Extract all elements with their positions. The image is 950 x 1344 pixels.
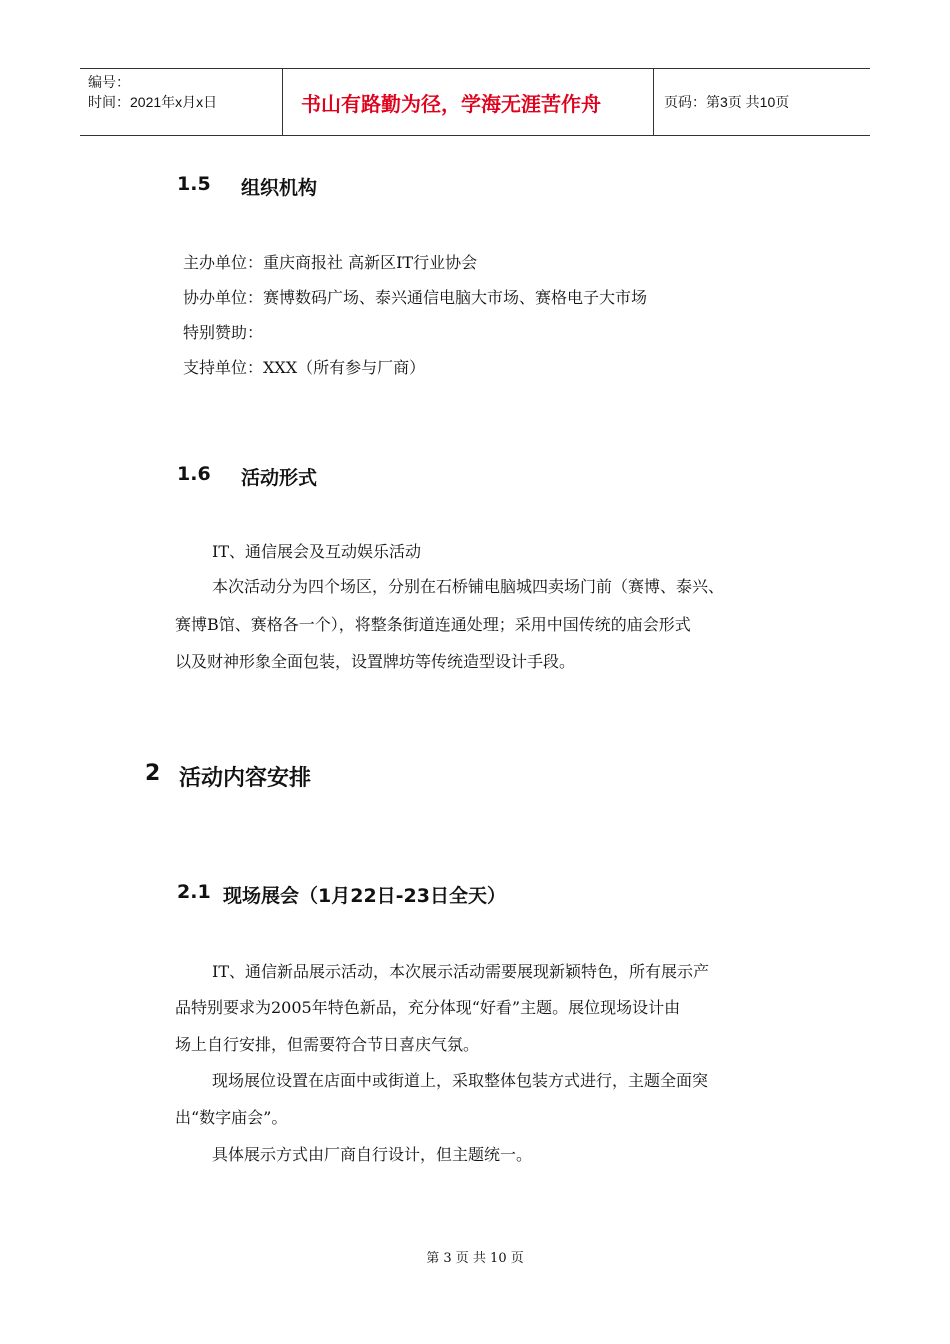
paragraph-line: IT、通信新品展示活动，本次展示活动需要展现新颖特色，所有展示产 [212,962,709,981]
section-heading-1-6 [177,463,317,490]
paragraph-line: 现场展位设置在店面中或街道上，采取整体包装方式进行，主题全面突 [212,1071,709,1090]
chapter-number: 2 [145,761,161,786]
paragraph-line: 以及财神形象全面包装，设置牌坊等传统造型设计手段。 [175,652,576,671]
section-number: 2.1 [177,881,211,903]
page-footer: 第 3 页 共 10 页 [426,1251,524,1266]
org-line-co-host: 协办单位：赛博数码广场、泰兴通信电脑大市场、赛格电子大市场 [183,288,648,307]
section-heading-1-5 [177,173,317,200]
section-heading-2-1 [177,881,506,908]
chapter-heading-2 [145,761,311,792]
section-title: 现场展会（1月22日-23日全天） [223,885,506,907]
chapter-title: 活动内容安排 [179,766,312,791]
time-label: 时间：2021年x月x日 [88,94,218,110]
paragraph-line: 品特别要求为2005年特色新品，充分体现“好看”主题。展位现场设计由 [175,998,681,1017]
section-title: 组织机构 [241,177,318,199]
org-line-support: 支持单位：XXX（所有参与厂商） [183,358,426,377]
paragraph-line: 出“数字庙会”。 [175,1108,288,1127]
paragraph-line: 场上自行安排，但需要符合节日喜庆气氛。 [175,1035,480,1054]
page-header [80,68,870,136]
org-line-host: 主办单位：重庆商报社 高新区IT行业协会 [183,253,478,272]
header-page-info: 页码：第3页 共10页 [664,94,790,110]
header-motto: 书山有路勤为径，学海无涯苦作舟 [282,69,654,135]
paragraph-line: IT、通信展会及互动娱乐活动 [212,542,421,561]
section-number: 1.6 [177,463,211,485]
section-number: 1.5 [177,173,211,195]
paragraph-line: 赛博B馆、赛格各一个），将整条街道连通处理；采用中国传统的庙会形式 [175,615,691,634]
paragraph-line: 本次活动分为四个场区，分别在石桥铺电脑城四卖场门前（赛博、泰兴、 [212,577,725,596]
paragraph-line: 具体展示方式由厂商自行设计，但主题统一。 [212,1145,533,1164]
header-meta [80,69,282,135]
number-label: 编号： [88,74,130,90]
section-title: 活动形式 [241,467,318,489]
org-line-sponsor: 特别赞助： [183,323,264,342]
